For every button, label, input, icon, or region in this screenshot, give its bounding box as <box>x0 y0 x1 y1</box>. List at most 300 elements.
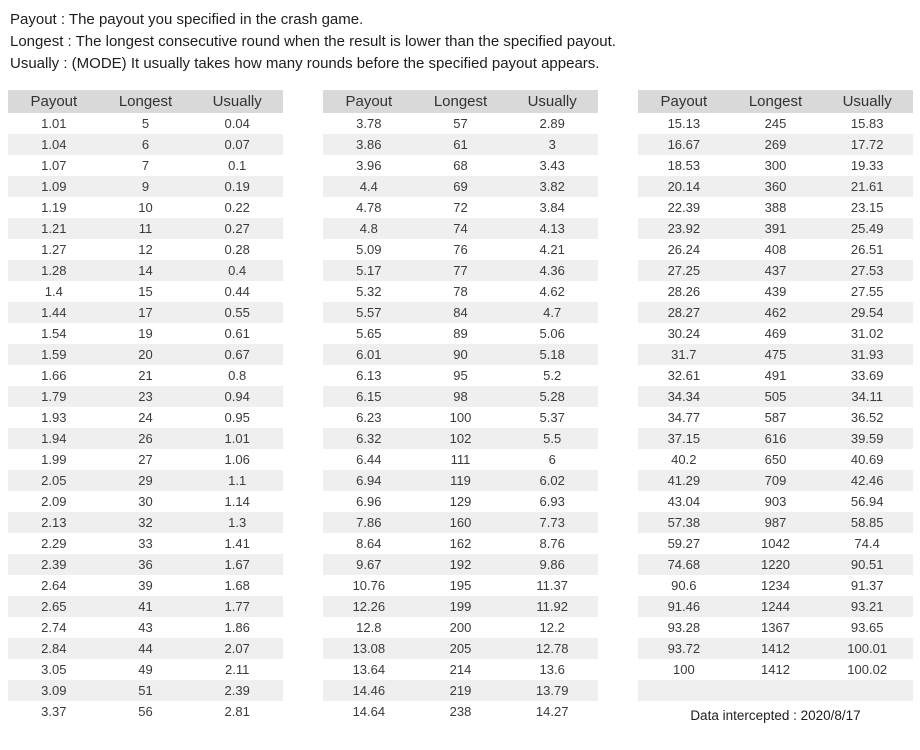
table-cell: 13.6 <box>539 662 565 677</box>
table-cell: 90.51 <box>850 557 884 572</box>
table-cell: 1.06 <box>224 452 250 467</box>
table-cell: 6.96 <box>356 494 382 509</box>
table-cell: 5.37 <box>539 410 565 425</box>
column-header-usually: Usually <box>527 93 577 110</box>
table-cell: 40.69 <box>850 452 884 467</box>
table-row <box>323 176 598 197</box>
table-cell: 1.79 <box>41 389 67 404</box>
table-row <box>323 218 598 239</box>
table-cell: 5.17 <box>356 263 382 278</box>
table-cell: 1.14 <box>224 494 250 509</box>
table-cell: 19 <box>138 326 153 341</box>
table-cell: 93.21 <box>850 599 884 614</box>
table-cell: 100 <box>672 662 695 677</box>
table-cell: 11.37 <box>536 578 568 593</box>
table-cell: 0.22 <box>224 200 250 215</box>
table-cell: 5.57 <box>356 305 382 320</box>
table-cell: 58.85 <box>850 515 884 530</box>
table-cell: 2.74 <box>41 620 67 635</box>
table-cell: 6.44 <box>356 452 382 467</box>
table-cell: 1.1 <box>228 473 247 488</box>
description-line-longest: Longest : The longest consecutive round when the result is lower than the specified payout. <box>10 33 616 50</box>
table-cell: 1234 <box>761 578 790 593</box>
table-cell: 36.52 <box>850 410 884 425</box>
payout-table-1 <box>8 90 283 723</box>
table-cell: 100.02 <box>847 662 888 677</box>
table-cell: 22.39 <box>667 200 701 215</box>
table-cell: 27.25 <box>667 263 701 278</box>
table-cell: 7 <box>141 158 150 173</box>
table-row <box>323 344 598 365</box>
table-row <box>8 449 283 470</box>
table-cell: 33 <box>138 536 153 551</box>
table-row <box>323 449 598 470</box>
table-cell: 437 <box>764 263 787 278</box>
table-row <box>8 512 283 533</box>
table-cell: 1220 <box>761 557 790 572</box>
table-cell: 3.09 <box>41 683 67 698</box>
table-row <box>638 176 913 197</box>
table-row <box>638 260 913 281</box>
table-cell: 469 <box>764 326 787 341</box>
table-row <box>323 260 598 281</box>
table-cell: 6.15 <box>356 389 382 404</box>
table-cell: 13.79 <box>535 683 569 698</box>
table-row <box>638 491 913 512</box>
table-cell: 95 <box>453 368 468 383</box>
table-header-row <box>8 90 283 113</box>
table-cell: 6.32 <box>356 431 382 446</box>
table-cell: 1.77 <box>224 599 250 614</box>
table-cell: 192 <box>449 557 472 572</box>
table-cell: 72 <box>453 200 468 215</box>
table-cell: 2.81 <box>224 704 250 719</box>
table-cell: 11 <box>138 221 153 236</box>
table-cell: 1.21 <box>41 221 67 236</box>
table-header-row <box>638 90 913 113</box>
table-row <box>638 218 913 239</box>
table-row <box>323 197 598 218</box>
table-row <box>8 323 283 344</box>
table-cell: 90.6 <box>671 578 697 593</box>
table-cell: 29 <box>138 473 153 488</box>
table-cell: 475 <box>764 347 787 362</box>
table-cell: 34.11 <box>851 389 883 404</box>
table-cell: 6.01 <box>356 347 382 362</box>
table-cell: 4.78 <box>356 200 382 215</box>
table-cell: 388 <box>764 200 787 215</box>
table-cell: 23.92 <box>667 221 701 236</box>
table-cell: 1.99 <box>41 452 67 467</box>
table-row <box>638 134 913 155</box>
table-cell: 238 <box>449 704 472 719</box>
table-cell: 5.2 <box>543 368 562 383</box>
table-cell: 2.89 <box>539 116 565 131</box>
table-cell: 15 <box>138 284 153 299</box>
table-row <box>638 512 913 533</box>
table-cell: 12.78 <box>535 641 569 656</box>
table-row <box>323 596 598 617</box>
table-row <box>8 197 283 218</box>
table-row <box>323 281 598 302</box>
table-cell: 26.24 <box>667 242 701 257</box>
table-cell: 1.07 <box>41 158 67 173</box>
table-row <box>323 575 598 596</box>
table-cell: 14.64 <box>352 704 386 719</box>
table-cell: 111 <box>450 452 471 467</box>
table-cell: 0.44 <box>224 284 250 299</box>
table-cell: 1.3 <box>228 515 247 530</box>
table-row <box>8 281 283 302</box>
table-cell: 1042 <box>761 536 790 551</box>
table-cell: 100.01 <box>847 641 888 656</box>
table-row <box>8 701 283 722</box>
table-cell: 13.08 <box>352 641 386 656</box>
table-cell: 2.64 <box>41 578 67 593</box>
column-header-payout: Payout <box>30 93 78 110</box>
table-cell: 3.37 <box>41 704 67 719</box>
table-cell: 56.94 <box>850 494 884 509</box>
column-header-longest: Longest <box>118 93 173 110</box>
table-cell: 90 <box>453 347 468 362</box>
table-cell: 1.93 <box>41 410 67 425</box>
table-cell: 2.05 <box>41 473 67 488</box>
table-cell: 28.27 <box>667 305 701 320</box>
table-cell: 51 <box>138 683 153 698</box>
table-row <box>638 638 913 659</box>
table-row <box>8 155 283 176</box>
table-cell: 43 <box>138 620 153 635</box>
table-cell: 0.55 <box>224 305 250 320</box>
table-cell: 3 <box>548 137 556 152</box>
table-cell: 21 <box>138 368 153 383</box>
table-row <box>323 680 598 701</box>
table-row <box>8 365 283 386</box>
table-cell: 6 <box>548 452 556 467</box>
table-cell: 10.76 <box>352 578 386 593</box>
table-cell: 0.04 <box>224 116 250 131</box>
table-row <box>323 659 598 680</box>
table-row <box>8 176 283 197</box>
column-header-usually: Usually <box>212 93 262 110</box>
table-cell: 9 <box>141 179 150 194</box>
table-cell: 9.67 <box>356 557 382 572</box>
table-cell: 8.64 <box>356 536 382 551</box>
column-header-longest: Longest <box>748 93 803 110</box>
table-row <box>323 386 598 407</box>
table-cell: 3.05 <box>41 662 67 677</box>
table-cell: 30.24 <box>667 326 701 341</box>
table-cell: 3.82 <box>539 179 565 194</box>
table-row <box>638 596 913 617</box>
table-cell: 8.76 <box>539 536 565 551</box>
table-cell: 1.01 <box>224 431 250 446</box>
table-cell: 1412 <box>761 641 790 656</box>
data-intercepted-note: Data intercepted : 2020/8/17 <box>690 708 861 723</box>
table-row <box>638 617 913 638</box>
payout-table-3 <box>638 90 913 723</box>
table-cell: 0.19 <box>224 179 250 194</box>
table-cell: 89 <box>453 326 468 341</box>
table-cell: 129 <box>449 494 472 509</box>
table-cell: 2.65 <box>41 599 67 614</box>
table-cell: 12.2 <box>539 620 565 635</box>
table-cell: 709 <box>764 473 787 488</box>
table-cell: 40.2 <box>671 452 697 467</box>
payout-table-2 <box>323 90 598 723</box>
table-cell: 2.29 <box>41 536 67 551</box>
table-cell: 12 <box>138 242 153 257</box>
table-cell: 14.27 <box>535 704 569 719</box>
table-row <box>323 323 598 344</box>
table-row <box>8 428 283 449</box>
table-cell: 0.61 <box>224 326 250 341</box>
table-cell: 0.95 <box>224 410 250 425</box>
table-row <box>638 365 913 386</box>
table-cell: 6.93 <box>539 494 565 509</box>
table-row <box>8 386 283 407</box>
table-cell: 3.96 <box>356 158 382 173</box>
table-row <box>638 554 913 575</box>
table-cell: 2.84 <box>41 641 67 656</box>
table-row <box>323 302 598 323</box>
table-row <box>323 155 598 176</box>
table-cell: 32.61 <box>667 368 701 383</box>
table-cell: 505 <box>764 389 787 404</box>
table-cell: 23 <box>138 389 153 404</box>
table-cell: 34.34 <box>667 389 701 404</box>
table-row <box>323 701 598 722</box>
table-cell: 3.43 <box>539 158 565 173</box>
table-cell: 6.02 <box>539 473 565 488</box>
table-row <box>638 344 913 365</box>
table-cell: 6.13 <box>356 368 382 383</box>
table-cell: 5.28 <box>539 389 565 404</box>
description-block <box>0 0 920 75</box>
table-cell: 31.02 <box>850 326 884 341</box>
table-cell: 491 <box>764 368 787 383</box>
table-cell: 6 <box>141 137 150 152</box>
table-cell: 1.04 <box>41 137 67 152</box>
table-cell: 2.39 <box>224 683 250 698</box>
table-cell: 76 <box>453 242 468 257</box>
table-cell: 93.65 <box>850 620 884 635</box>
table-cell: 7.86 <box>356 515 382 530</box>
table-cell: 26 <box>138 431 153 446</box>
table-cell: 408 <box>764 242 787 257</box>
table-cell: 1.44 <box>41 305 67 320</box>
table-cell: 33.69 <box>850 368 884 383</box>
table-cell: 26.51 <box>850 242 884 257</box>
table-row <box>323 134 598 155</box>
table-cell: 195 <box>449 578 472 593</box>
table-cell: 245 <box>764 116 787 131</box>
table-cell: 39 <box>138 578 153 593</box>
table-row <box>638 113 913 134</box>
table-cell: 78 <box>453 284 468 299</box>
table-row <box>8 407 283 428</box>
description-line-usually: Usually : (MODE) It usually takes how many rounds before the specified payout appears. <box>10 55 600 72</box>
column-header-usually: Usually <box>842 93 892 110</box>
table-cell: 2.13 <box>41 515 67 530</box>
table-row <box>8 344 283 365</box>
table-cell: 1.67 <box>224 557 250 572</box>
table-cell: 102 <box>449 431 472 446</box>
table-row <box>323 407 598 428</box>
table-cell: 20.14 <box>667 179 701 194</box>
table-cell: 462 <box>764 305 787 320</box>
table-cell: 1.94 <box>41 431 67 446</box>
table-cell: 300 <box>764 158 787 173</box>
table-cell: 17.72 <box>850 137 884 152</box>
table-cell: 56 <box>138 704 153 719</box>
table-row <box>8 491 283 512</box>
table-cell: 1244 <box>761 599 790 614</box>
table-cell: 91.46 <box>667 599 701 614</box>
table-cell: 36 <box>138 557 153 572</box>
table-cell: 14.46 <box>352 683 386 698</box>
table-cell: 93.72 <box>667 641 701 656</box>
table-cell: 84 <box>453 305 468 320</box>
table-cell: 17 <box>138 305 153 320</box>
table-cell: 650 <box>764 452 787 467</box>
table-row <box>8 302 283 323</box>
table-cell: 1.01 <box>41 116 67 131</box>
column-header-payout: Payout <box>345 93 393 110</box>
table-cell: 12.26 <box>352 599 386 614</box>
table-cell: 15.13 <box>667 116 701 131</box>
table-cell: 903 <box>764 494 787 509</box>
table-cell: 2.09 <box>41 494 67 509</box>
table-body <box>323 113 598 722</box>
table-cell: 1.28 <box>41 263 67 278</box>
table-cell: 43.04 <box>667 494 701 509</box>
table-row <box>638 533 913 554</box>
table-cell: 30 <box>138 494 153 509</box>
table-cell: 1412 <box>761 662 790 677</box>
table-cell: 13.64 <box>352 662 386 677</box>
table-cell: 27.55 <box>850 284 884 299</box>
table-row <box>8 218 283 239</box>
table-cell: 16.67 <box>667 137 701 152</box>
table-cell: 360 <box>764 179 787 194</box>
table-cell: 219 <box>449 683 472 698</box>
table-cell: 41 <box>138 599 153 614</box>
table-cell: 439 <box>764 284 787 299</box>
table-row <box>8 239 283 260</box>
table-cell: 4.4 <box>359 179 378 194</box>
table-row <box>323 113 598 134</box>
table-row <box>638 197 913 218</box>
table-cell: 25.49 <box>850 221 884 236</box>
table-row <box>8 659 283 680</box>
table-cell: 24 <box>138 410 153 425</box>
table-row <box>323 428 598 449</box>
column-header-longest: Longest <box>433 93 488 110</box>
table-cell: 31.93 <box>850 347 884 362</box>
table-cell: 5.06 <box>539 326 565 341</box>
table-cell: 5.09 <box>356 242 382 257</box>
table-cell: 987 <box>764 515 787 530</box>
column-header-payout: Payout <box>660 93 708 110</box>
table-cell: 28.26 <box>667 284 701 299</box>
table-row <box>8 533 283 554</box>
table-cell: 1.68 <box>224 578 250 593</box>
table-cell: 12.8 <box>356 620 382 635</box>
table-cell: 214 <box>449 662 472 677</box>
table-cell: 41.29 <box>667 473 701 488</box>
table-cell: 15.83 <box>850 116 884 131</box>
table-row <box>638 386 913 407</box>
table-row <box>638 155 913 176</box>
table-row <box>638 680 913 701</box>
table-cell: 391 <box>764 221 787 236</box>
table-row <box>638 302 913 323</box>
table-cell: 269 <box>764 137 787 152</box>
table-cell: 74.68 <box>667 557 701 572</box>
table-cell: 10 <box>138 200 153 215</box>
table-cell: 3.78 <box>356 116 382 131</box>
table-cell: 100 <box>449 410 472 425</box>
table-cell: 0.1 <box>228 158 247 173</box>
table-cell: 57.38 <box>667 515 701 530</box>
table-cell: 0.67 <box>224 347 250 362</box>
table-body <box>8 113 283 722</box>
table-cell: 1.09 <box>41 179 67 194</box>
table-cell: 91.37 <box>850 578 884 593</box>
table-cell: 74 <box>453 221 468 236</box>
table-cell: 68 <box>453 158 468 173</box>
table-cell: 4.7 <box>543 305 562 320</box>
table-cell: 200 <box>449 620 472 635</box>
table-cell: 1.4 <box>44 284 63 299</box>
table-cell: 5.18 <box>539 347 565 362</box>
table-header-row <box>323 90 598 113</box>
table-cell: 59.27 <box>667 536 701 551</box>
table-cell: 6.94 <box>356 473 382 488</box>
table-cell: 199 <box>449 599 472 614</box>
table-cell: 61 <box>453 137 468 152</box>
table-cell: 19.33 <box>850 158 884 173</box>
table-cell: 18.53 <box>667 158 701 173</box>
tables-container <box>8 90 913 723</box>
table-cell: 5.65 <box>356 326 382 341</box>
table-cell: 0.8 <box>228 368 247 383</box>
table-row <box>638 407 913 428</box>
table-row <box>323 617 598 638</box>
table-cell: 0.28 <box>224 242 250 257</box>
table-cell: 1.41 <box>224 536 250 551</box>
table-cell: 9.86 <box>539 557 565 572</box>
table-row <box>8 134 283 155</box>
table-cell: 31.7 <box>671 347 697 362</box>
table-cell: 98 <box>453 389 468 404</box>
table-cell: 1.19 <box>41 200 67 215</box>
table-row <box>8 596 283 617</box>
table-cell: 11.92 <box>536 599 568 614</box>
table-cell: 1.66 <box>41 368 67 383</box>
table-cell: 119 <box>450 473 471 488</box>
table-row <box>323 491 598 512</box>
table-cell: 162 <box>449 536 472 551</box>
table-row <box>323 533 598 554</box>
table-row <box>638 449 913 470</box>
table-cell: 6.23 <box>356 410 382 425</box>
table-cell: 27.53 <box>850 263 884 278</box>
description-line-payout: Payout : The payout you specified in the crash game. <box>10 11 364 28</box>
table-row <box>323 365 598 386</box>
table-cell: 4.21 <box>539 242 565 257</box>
